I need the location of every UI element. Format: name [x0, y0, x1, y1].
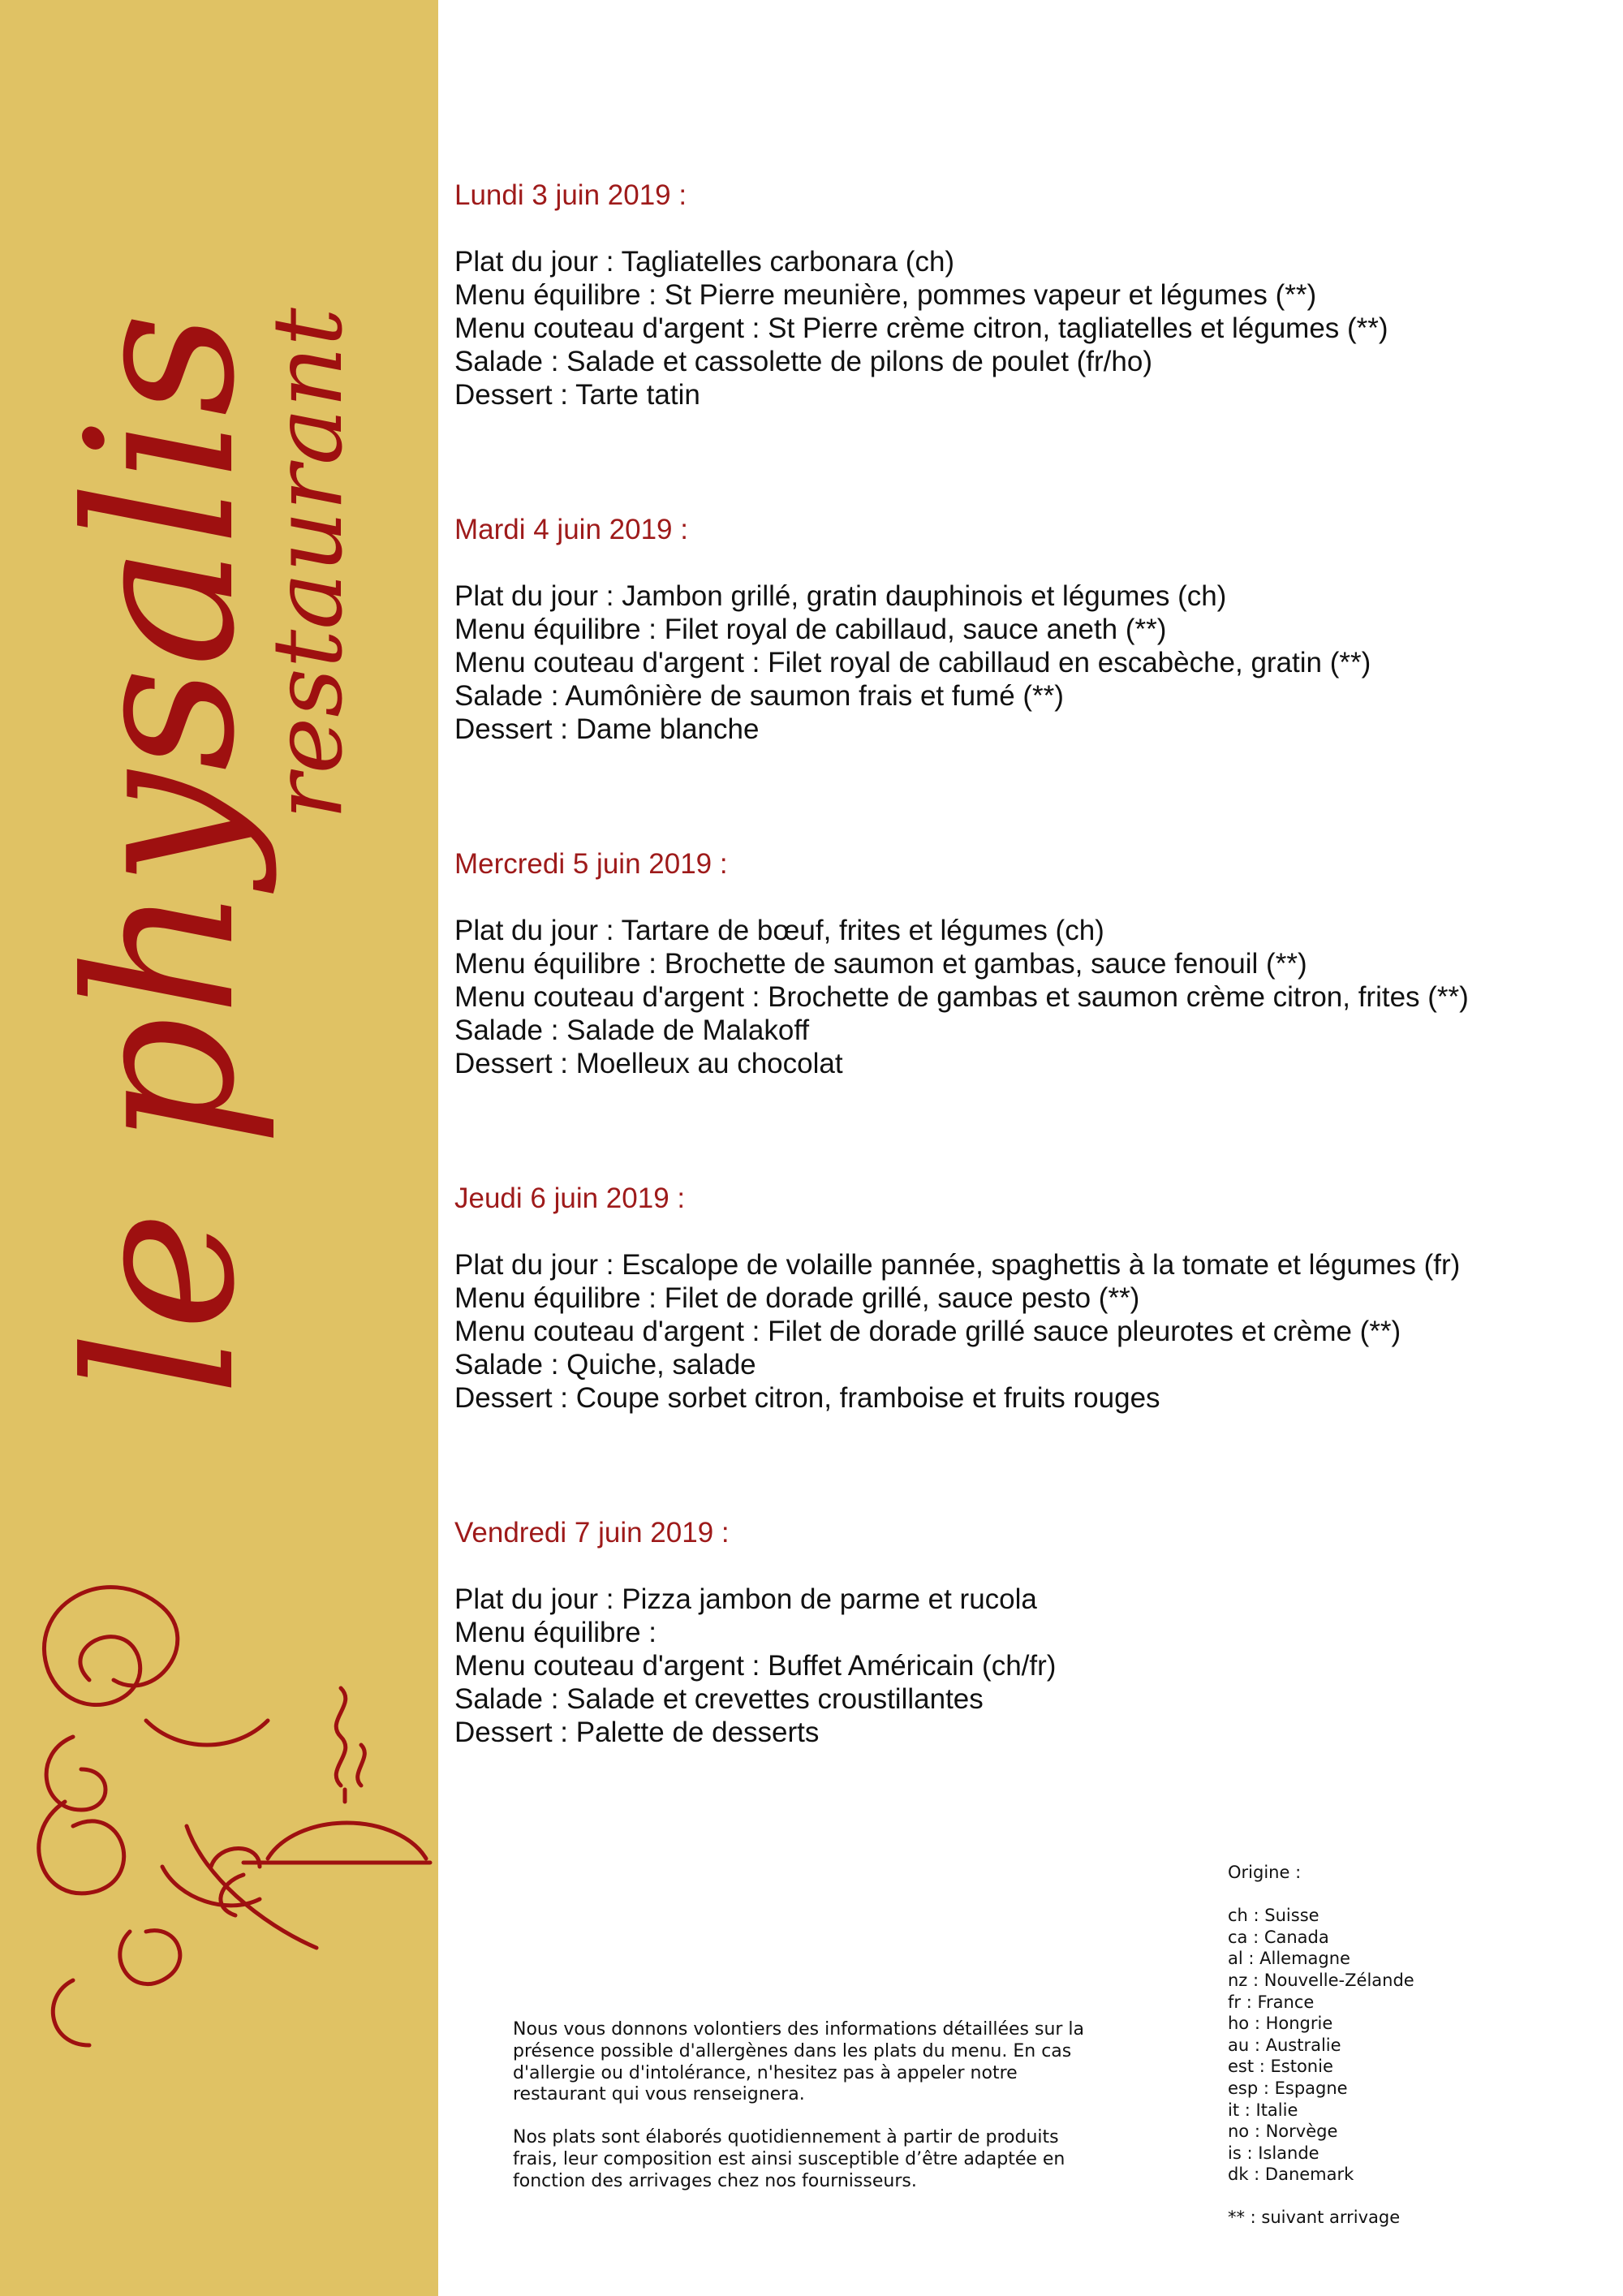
- day-tuesday: [454, 513, 1591, 746]
- origin-legend: [1228, 1862, 1552, 2229]
- dessert: Dessert : Dame blanche: [454, 713, 760, 745]
- origin-item: no : Norvège: [1228, 2122, 1338, 2142]
- plat-du-jour: Plat du jour : Jambon grillé, gratin dauphinois et légumes (ch): [454, 580, 1227, 612]
- dessert: Dessert : Coupe sorbet citron, framboise et fruits rouges: [454, 1382, 1160, 1414]
- brand-sidebar: [0, 0, 438, 2296]
- allergen-note: [513, 2019, 1097, 2214]
- day-thursday: [454, 1182, 1591, 1415]
- day-wednesday: [454, 847, 1591, 1080]
- origin-item: ho : Hongrie: [1228, 2014, 1333, 2034]
- brand-logo: [0, 0, 438, 2296]
- origin-item: est : Estonie: [1228, 2057, 1333, 2077]
- plat-du-jour: Plat du jour : Escalope de volaille pannée, spaghettis à la tomate et légumes (fr): [454, 1249, 1461, 1281]
- menu-couteau-argent: Menu couteau d'argent : Buffet Américain (ch/fr): [454, 1650, 1057, 1682]
- origin-item: is : Islande: [1228, 2143, 1319, 2163]
- day-monday: [454, 179, 1591, 411]
- menu-equilibre: Menu équilibre : Brochette de saumon et gambas, sauce fenouil (**): [454, 948, 1307, 980]
- origin-item: ch : Suisse: [1228, 1906, 1319, 1926]
- origin-title: Origine :: [1228, 1863, 1302, 1882]
- menu-couteau-argent: Menu couteau d'argent : St Pierre crème citron, tagliatelles et légumes (**): [454, 312, 1388, 344]
- origin-item: esp : Espagne: [1228, 2078, 1348, 2098]
- menu-couteau-argent: Menu couteau d'argent : Filet royal de cabillaud en escabèche, gratin (**): [454, 647, 1371, 678]
- dessert: Dessert : Tarte tatin: [454, 379, 700, 411]
- origin-item: al : Allemagne: [1228, 1949, 1350, 1969]
- salade: Salade : Salade de Malakoff: [454, 1014, 810, 1046]
- menu-couteau-argent: Menu couteau d'argent : Brochette de gambas et saumon crème citron, frites (**): [454, 981, 1469, 1013]
- origin-item: ca : Canada: [1228, 1927, 1329, 1947]
- dessert: Dessert : Palette de desserts: [454, 1717, 820, 1748]
- day-title: Vendredi 7 juin 2019 :: [454, 1517, 730, 1549]
- day-friday: [454, 1516, 1591, 1749]
- menu-couteau-argent: Menu couteau d'argent : Filet de dorade grillé sauce pleurotes et crème (**): [454, 1316, 1401, 1347]
- chef-cloche-icon: [39, 1587, 430, 2045]
- plat-du-jour: Plat du jour : Tagliatelles carbonara (ch): [454, 246, 955, 278]
- plat-du-jour: Plat du jour : Tartare de bœuf, frites et légumes (ch): [454, 915, 1104, 946]
- salade: Salade : Aumônière de saumon frais et fumé (**): [454, 680, 1064, 712]
- menu-equilibre: Menu équilibre : St Pierre meunière, pommes vapeur et légumes (**): [454, 279, 1317, 311]
- menu-equilibre: Menu équilibre : Filet royal de cabillaud, sauce aneth (**): [454, 614, 1167, 645]
- day-title: Mercredi 5 juin 2019 :: [454, 848, 728, 880]
- fresh-products-paragraph: Nos plats sont élaborés quotidiennement à partir de produits frais, leur composition est ainsi susceptible d’être adaptée en fonction des arrivages chez nos fournisseurs.: [513, 2127, 1065, 2191]
- origin-item: it : Italie: [1228, 2100, 1298, 2120]
- arrival-note: ** : suivant arrivage: [1228, 2207, 1401, 2227]
- day-title: Mardi 4 juin 2019 :: [454, 514, 688, 545]
- brand-subtitle: restaurant: [252, 308, 364, 820]
- salade: Salade : Salade et crevettes croustillantes: [454, 1683, 984, 1715]
- origin-item: nz : Nouvelle-Zélande: [1228, 1970, 1414, 1990]
- allergen-paragraph: Nous vous donnons volontiers des informations détaillées sur la présence possible d'allergènes dans les plats du menu. En cas d'allergie ou d'intolérance, n'hesitez pas à appeler notre restaurant qui vous renseignera.: [513, 2019, 1085, 2105]
- salade: Salade : Quiche, salade: [454, 1349, 756, 1381]
- menu-equilibre: Menu équilibre : Filet de dorade grillé, sauce pesto (**): [454, 1282, 1140, 1314]
- plat-du-jour: Plat du jour : Pizza jambon de parme et rucola: [454, 1583, 1037, 1615]
- origin-item: fr : France: [1228, 1992, 1315, 2012]
- origin-item: au : Australie: [1228, 2035, 1341, 2055]
- origin-item: dk : Danemark: [1228, 2165, 1354, 2185]
- brand-name: le physalis: [43, 312, 279, 1396]
- day-title: Lundi 3 juin 2019 :: [454, 179, 687, 211]
- salade: Salade : Salade et cassolette de pilons de poulet (fr/ho): [454, 346, 1152, 377]
- dessert: Dessert : Moelleux au chocolat: [454, 1048, 843, 1079]
- menu-equilibre: Menu équilibre :: [454, 1617, 657, 1648]
- day-title: Jeudi 6 juin 2019 :: [454, 1182, 686, 1214]
